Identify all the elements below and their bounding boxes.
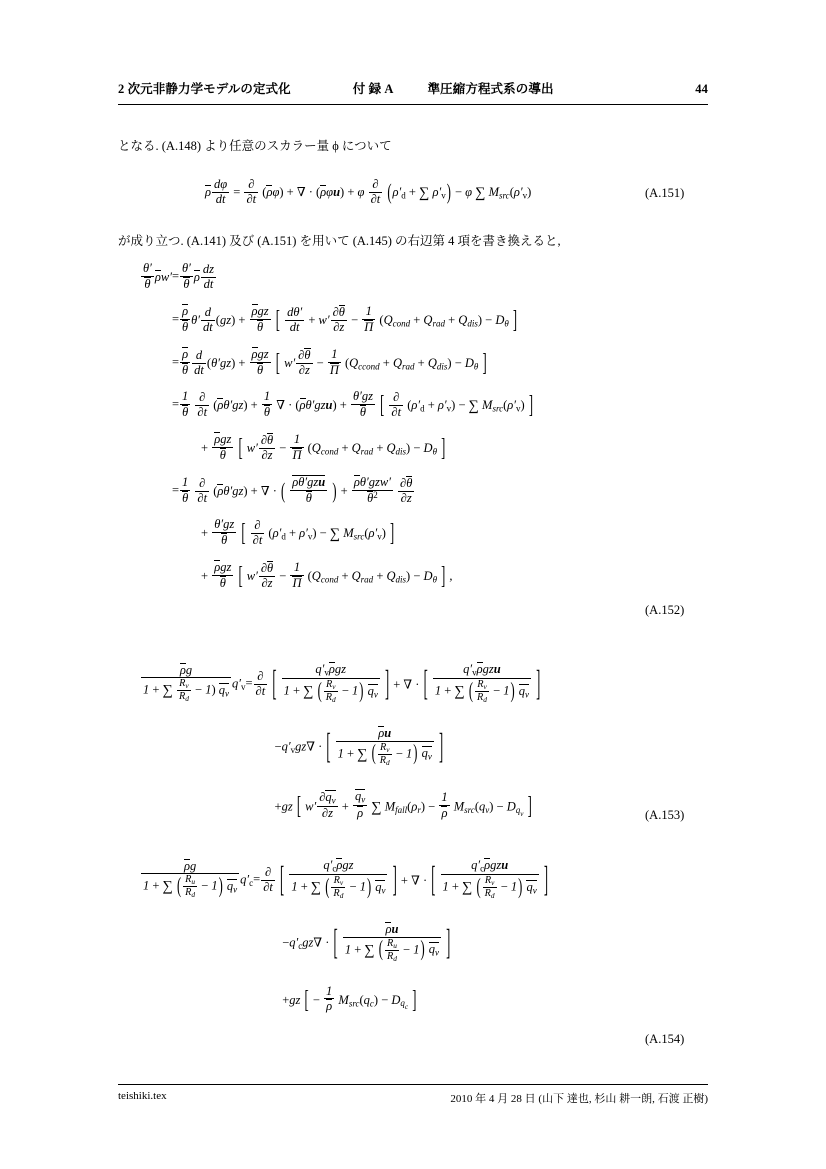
footer-divider [118,1084,708,1085]
page-footer [118,1090,708,1106]
header-divider [118,104,708,105]
equation-tag-a151: (A.151) [645,186,685,200]
page-number: 44 [695,82,708,96]
header-appendix-title: 準圧縮方程式系の導出 [427,82,554,96]
paragraph-intro: となる. (A.148) より任意のスカラー量 ϕ について [118,139,392,153]
header-chapter-title: 2 次元非静力学モデルの定式化 [118,82,291,96]
footer-credit: 2010 年 4 月 28 日 (山下 達也, 杉山 耕一朗, 石渡 正樹) [450,1093,708,1105]
equation-a151: ρ $\frac{d\varphi}{dt}$ = $\frac{\partial}{\partial t}$ (ρφ) + ∇ · (ρφu) + φ $\frac{\partial}{\partial t}$ ($\rho'_d$ + ∑ $\rho'_v) - \varphi$ ∑ $M_{src}(\rho'_v)$ [205,177,532,206]
equation-a153: ρg 1 + ∑ $\frac{R_v}{R_d}$ − 1) $q_v$ $q'_v$ = $\frac{\partial}{\partial t}$ [ $q'_v\rho gz$ 1 + ∑ ( $\frac{R_v}{R_d}$ − 1) $q_v$ ] + ∇ · [ $q'_v\rho gzu$ 1 + ∑ ( $\frac{R_v}{R_d}$ − 1) $q_v$ ] $-q'_vgz\nabla$ · [ ρu 1 + ∑ ( $\frac{R_v}{R_d}$ − 1) $q_v$ ] +gz [ w′ $\frac{\partial q_v}{\partial z}$ + $\frac{q_v}{\rho}$ ∑ $M_{fall}(\rho_r)$ − $\frac{1}{\rho}$ $M_{src}(q_v) - D_{q_v}$ ] [143,662,541,820]
equation-tag-a152: (A.152) [645,603,685,617]
header-appendix-label: 付 録 A [352,82,394,96]
footer-filename: teishiki.tex [118,1090,167,1102]
equation-tag-a154: (A.154) [645,1032,685,1046]
page-header [118,82,708,97]
equation-tag-a153: (A.153) [645,808,685,822]
equation-a152: $\frac{\theta'}{\theta}$ ρw′ = $\frac{\theta'}{\theta}$ ρ $\frac{dz}{dt}$ = $\frac{\rho}{\theta}$ θ′ $\frac{d}{dt}$ (gz) + $\frac{\text{ρgz}}{\theta}$ [ $\frac{d\theta'}{dt}$ + w′ $\frac{\partial\theta}{\partial z}$ − $\frac{1}{\Pi}$ $(Q_{cond} + Q_{rad} + Q_{dis}) - D_\theta$ ] = $\frac{\rho}{\theta}$ $\frac{d}{dt}$ (θ′gz) + $\frac{\text{ρgz}}{\theta}$ [ w′ $\frac{\partial\theta}{\partial z}$ − $\frac{1}{\Pi}$ $(Q_{ccond} + Q_{rad} + Q_{dis}) - D_\theta$ ] = $\frac{1}{\theta}$ $\frac{\partial}{\partial t}$ (ρθ′gz) + $\frac{1}{\theta}$ ∇ · (ρθ′gzu) + $\frac{\theta'gz}{\theta}$ [ $\frac{\partial}{\partial t}$ $(\rho'_d + \rho'_v)$ − ∑ $M_{src}(\rho'_v)$ ] + $\frac{\text{ρgz}}{\theta}$ [ w′ $\frac{\partial\theta}{\partial z}$ − $\frac{1}{\Pi}$ $(Q_{cond} + Q_{rad} + Q_{dis}) - D_\theta$ ] = $\frac{1}{\theta}$ $\frac{\partial}{\partial t}$ (ρθ′gz) + ∇ · ( $\frac{\text{ρθ′gzu}}{\theta}$ ) + $\frac{\text{ρθ′gzw′}}{\theta^2}$ $\frac{\partial\theta}{\partial z}$ + $\frac{\theta'gz}{\theta}$ [ $\frac{\partial}{\partial t}$ $(\rho'_d + \rho'_v)$ − ∑ $M_{src}(\rho'_v)$ ] + $\frac{\text{ρgz}}{\theta}$ [ w′ $\frac{\partial\theta}{\partial z}$ − $\frac{1}{\Pi}$ $(Q_{cond} + Q_{rad} + Q_{dis}) - D_\theta$ ] , [143,261,533,590]
paragraph-derivation: が成り立つ. (A.141) 及び (A.151) を用いて (A.145) の右辺第 4 項を書き換えると, [118,234,561,248]
equation-a154: ρg 1 + ∑ ( $\frac{R_u}{R_d}$ − 1) $q_v$ $q'_c$ = $\frac{\partial}{\partial t}$ [ $q'_c\rho gz$ 1 + ∑ ( $\frac{R_v}{R_d}$ − 1) $q_v$ ] + ∇ · [ $q'_c\rho gzu$ 1 + ∑ ( $\frac{R_v}{R_d}$ − 1) $q_v$ ] $-q'_cgz\nabla$ · [ ρu 1 + ∑ ( $\frac{R_u}{R_d}$ − 1) $q_v$ ] +gz [ − $\frac{1}{\rho}$ $M_{src}(q_c) - D_{q_c}$ ] [143,858,549,1014]
